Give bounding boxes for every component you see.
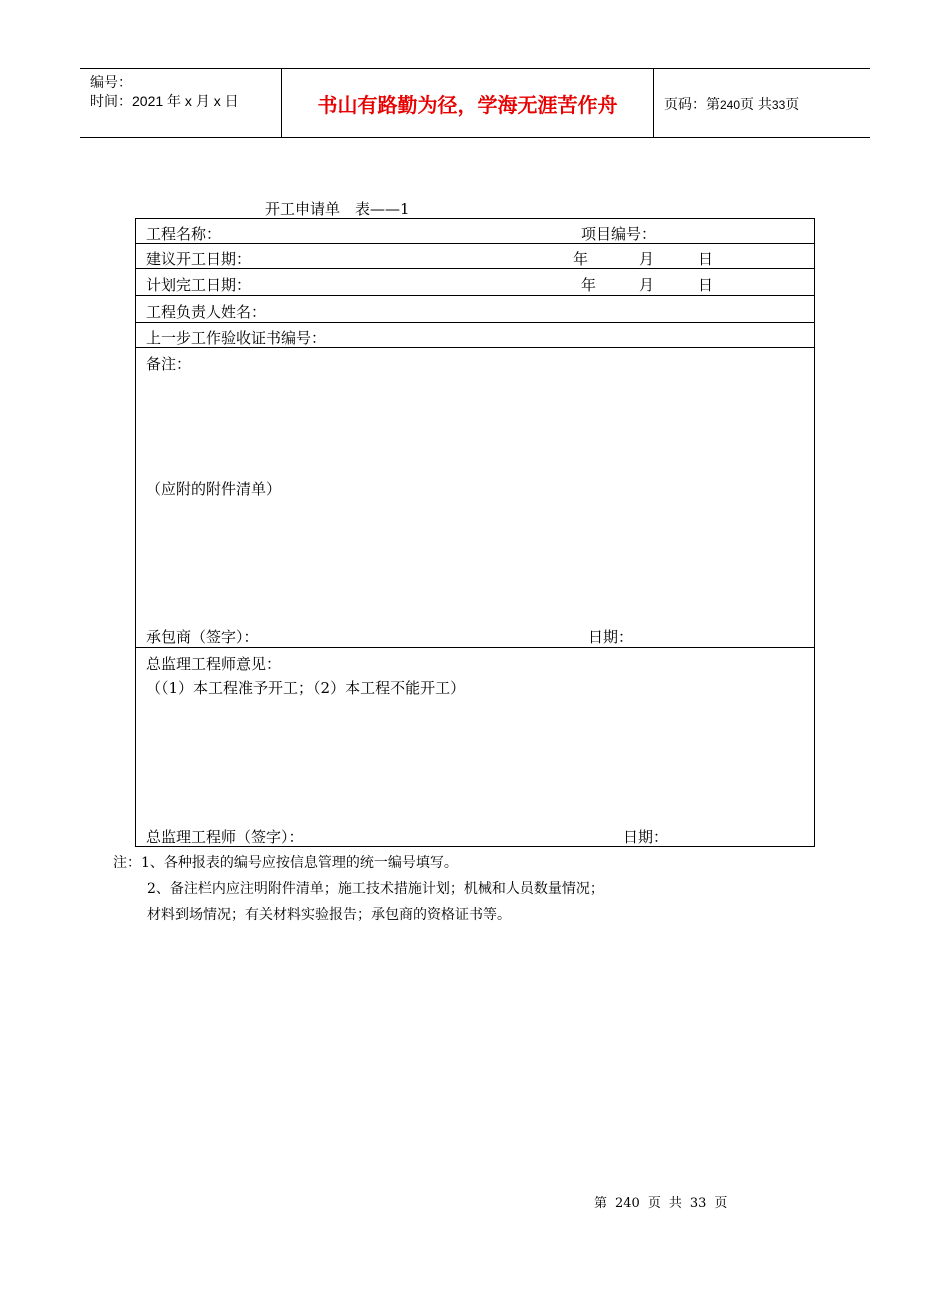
note-line-1: 注：1、各种报表的编号应按信息管理的统一编号填写。 xyxy=(113,855,458,871)
remarks-label: 备注： xyxy=(146,355,192,373)
page-total: 33 xyxy=(771,98,786,112)
page-footer: 第 240 页 共 33 页 xyxy=(594,1196,728,1211)
prev-cert-label: 上一步工作验收证书编号： xyxy=(146,329,327,347)
year-label: 年 xyxy=(581,276,597,294)
form-title: 开工申请单 表——1 xyxy=(265,200,410,218)
day-label: 日 xyxy=(698,276,714,294)
contractor-date-label: 日期： xyxy=(588,628,634,646)
project-name-label: 工程名称： xyxy=(146,225,222,243)
month-label: 月 xyxy=(639,276,655,294)
note-line-2: 2、备注栏内应注明附件清单；施工技术措施计划；机械和人员数量情况； xyxy=(147,881,604,897)
footer-page: 240 xyxy=(615,1196,640,1211)
motto: 书山有路勤为径，学海无涯苦作舟 xyxy=(282,69,654,137)
page-header xyxy=(80,68,870,138)
row-prev-certificate xyxy=(136,323,814,348)
project-code-label: 项目编号： xyxy=(581,225,657,243)
manager-label: 工程负责人姓名： xyxy=(146,303,267,321)
start-application-form xyxy=(135,218,815,847)
chief-date-label: 日期： xyxy=(623,828,669,846)
header-meta-cell xyxy=(80,69,282,137)
contractor-sign-label: 承包商（签字）： xyxy=(146,628,259,646)
chief-options: （（1）本工程准予开工；（2）本工程不能开工） xyxy=(146,679,466,697)
row-planned-finish xyxy=(136,269,814,296)
row-proposed-start xyxy=(136,244,814,269)
chief-opinion-label: 总监理工程师意见： xyxy=(146,655,282,673)
attachments-hint: （应附的附件清单） xyxy=(146,480,282,498)
day-label: 日 xyxy=(698,250,714,268)
row-chief-opinion xyxy=(136,648,814,846)
number-label: 编号： xyxy=(90,74,132,90)
row-project-name xyxy=(136,219,814,244)
page-indicator: 页码：第240页 共33页 xyxy=(664,96,800,112)
time-label: 时间：2021 年 x 月 x 日 xyxy=(90,93,239,109)
footer-total: 33 xyxy=(689,1196,707,1211)
row-manager xyxy=(136,296,814,323)
month-label: 月 xyxy=(639,250,655,268)
year-label: 年 xyxy=(573,250,589,268)
note-line-3: 材料到场情况；有关材料实验报告；承包商的资格证书等。 xyxy=(147,907,511,923)
page-current: 240 xyxy=(720,98,741,112)
planned-finish-label: 计划完工日期： xyxy=(146,276,252,294)
proposed-start-label: 建议开工日期： xyxy=(146,250,252,268)
chief-sign-label: 总监理工程师（签字）： xyxy=(146,828,304,846)
row-remarks xyxy=(136,348,814,648)
